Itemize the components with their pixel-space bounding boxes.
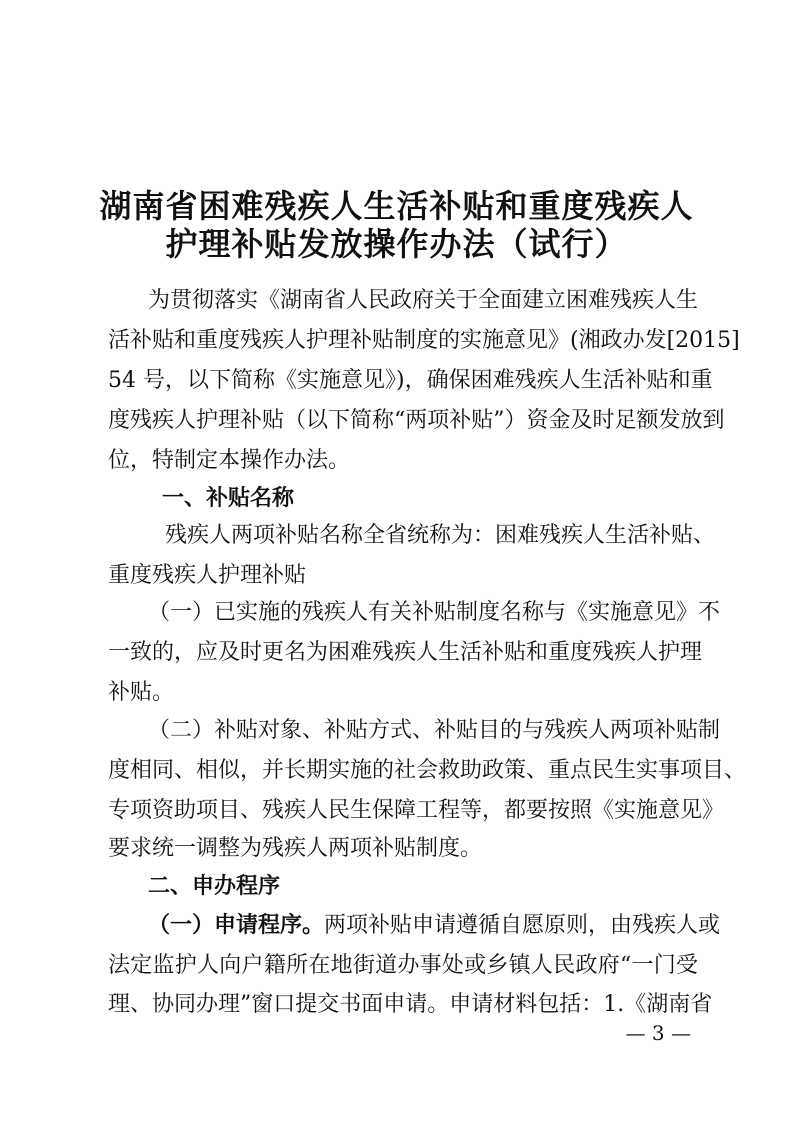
section-2-heading: 二、申办程序 <box>148 874 281 899</box>
section-1-para-1-line-2: 重度残疾人护理补贴 <box>108 563 307 588</box>
intro-line-4: 度残疾人护理补贴（以下简称“两项补贴”）资金及时足额发放到 <box>108 408 725 433</box>
section-1-para-3-line-1: （二）补贴对象、补贴方式、补贴目的与残疾人两项补贴制 <box>148 718 721 743</box>
document-title-line-1: 湖南省困难残疾人生活补贴和重度残疾人 <box>99 187 694 225</box>
section-2-sub-1-line-1 <box>148 913 721 938</box>
intro-line-2: 活补贴和重度残疾人护理补贴制度的实施意见》(湘政办发[2015] <box>108 328 740 353</box>
section-1-para-3-line-2: 度相同、相似，并长期实施的社会救助政策、重点民生实事项目、 <box>108 758 747 783</box>
intro-line-5: 位，特制定本操作办法。 <box>108 448 351 473</box>
section-1-para-2-line-3: 补贴。 <box>108 680 175 705</box>
section-1-para-1-line-1: 残疾人两项补贴名称全省统称为：困难残疾人生活补贴、 <box>165 523 716 548</box>
page-number: — 3 — <box>625 1021 691 1045</box>
section-2-sub-1-title: （一）申请程序。 <box>148 913 325 938</box>
section-2-sub-1-line-3: 理、协同办理”窗口提交书面申请。申请材料包括：1.《湖南省 <box>108 992 713 1017</box>
section-2-sub-1-line-1-text: 两项补贴申请遵循自愿原则，由残疾人或 <box>324 913 721 938</box>
intro-line-3: 54 号，以下简称《实施意见》)，确保困难残疾人生活补贴和重 <box>108 368 713 393</box>
section-1-para-3-line-4: 要求统一调整为残疾人两项补贴制度。 <box>108 836 483 861</box>
section-1-para-2-line-2: 一致的，应及时更名为困难残疾人生活补贴和重度残疾人护理 <box>108 640 703 665</box>
document-title-line-2: 护理补贴发放操作办法（试行） <box>165 225 628 263</box>
section-1-para-2-line-1: （一）已实施的残疾人有关补贴制度名称与《实施意见》不 <box>148 600 721 625</box>
intro-line-1: 为贯彻落实《湖南省人民政府关于全面建立困难残疾人生 <box>148 288 699 313</box>
section-1-heading: 一、补贴名称 <box>162 486 295 511</box>
section-1-para-3-line-3: 专项资助项目、残疾人民生保障工程等，都要按照《实施意见》 <box>108 798 725 823</box>
section-2-sub-1-line-2: 法定监护人向户籍所在地街道办事处或乡镇人民政府“一门受 <box>108 953 698 978</box>
